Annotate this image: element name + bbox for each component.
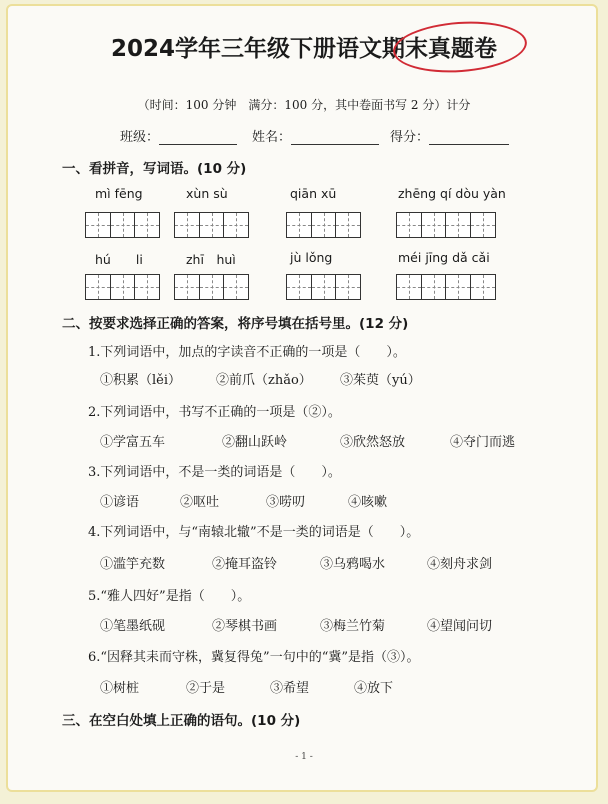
option[interactable]: ④望闻问切 (427, 619, 493, 634)
option[interactable]: ③梅兰竹菊 (320, 619, 386, 634)
exam-info: （时间：100 分钟 满分：100 分，其中卷面书写 2 分）计分 (137, 98, 471, 112)
writing-grid[interactable] (85, 212, 159, 238)
question-4: 4.下列词语中，与“南辕北辙”不是一类的词语是（ ）。 (88, 525, 420, 540)
score-blank (429, 130, 509, 145)
pinyin: zhēng qí dòu yàn (398, 186, 506, 201)
page-number: - 1 - (295, 752, 313, 762)
option[interactable]: ②琴棋书画 (212, 619, 278, 634)
name-label: 姓名： (252, 130, 292, 145)
class-label: 班级： (120, 130, 160, 145)
writing-grid[interactable] (396, 212, 495, 238)
class-blank (159, 130, 237, 145)
pinyin: jù lǒng (290, 250, 333, 265)
option[interactable]: ①谚语 (100, 495, 140, 510)
section-1-heading: 一、看拼音，写词语。(10 分) (62, 161, 247, 177)
option[interactable]: ③希望 (270, 681, 310, 696)
pinyin: hú li (95, 252, 143, 267)
question-6: 6.“因释其耒而守株，冀复得兔”一句中的“冀”是指（③）。 (88, 650, 420, 665)
option[interactable]: ④咳嗽 (348, 495, 388, 510)
writing-grid[interactable] (174, 274, 248, 300)
option[interactable]: ④夺门而逃 (450, 435, 516, 450)
pinyin: qiān xū (290, 186, 337, 201)
option[interactable]: ③欣然怒放 (340, 435, 406, 450)
question-2: 2.下列词语中，书写不正确的一项是（②）。 (88, 405, 341, 420)
option[interactable]: ④放下 (354, 681, 394, 696)
option[interactable]: ②于是 (186, 681, 226, 696)
name-field[interactable] (252, 126, 379, 145)
option[interactable]: ①笔墨纸砚 (100, 619, 166, 634)
pinyin: xùn sù (186, 186, 228, 201)
score-field[interactable] (390, 126, 509, 145)
option[interactable]: ②翻山跃岭 (222, 435, 288, 450)
name-blank (291, 130, 379, 145)
page-title: 2024学年三年级下册语文期末真题卷 (110, 36, 497, 62)
question-3: 3.下列词语中，不是一类的词语是（ ）。 (88, 465, 341, 480)
option[interactable]: ②前爪（zhǎo） (216, 373, 312, 388)
question-1: 1.下列词语中，加点的字读音不正确的一项是（ ）。 (88, 345, 406, 360)
pinyin: méi jīng dǎ cǎi (398, 250, 490, 265)
option[interactable]: ①积累（lěi） (100, 373, 182, 388)
class-field[interactable] (120, 126, 237, 145)
writing-grid[interactable] (396, 274, 495, 300)
writing-grid[interactable] (85, 274, 159, 300)
option[interactable]: ①滥竽充数 (100, 557, 166, 572)
section-2-heading: 二、按要求选择正确的答案，将序号填在括号里。(12 分) (62, 316, 409, 332)
option[interactable]: ③茱萸（yú） (340, 373, 421, 388)
pinyin: zhī huì (186, 252, 236, 267)
section-3-heading: 三、在空白处填上正确的语句。(10 分) (62, 713, 301, 729)
question-5: 5.“雅人四好”是指（ ）。 (88, 589, 251, 604)
writing-grid[interactable] (174, 212, 248, 238)
pinyin: mì fēng (95, 186, 143, 201)
writing-grid[interactable] (286, 274, 360, 300)
option[interactable]: ②掩耳盗铃 (212, 557, 278, 572)
exam-sheet (6, 4, 598, 792)
option[interactable]: ①树桩 (100, 681, 140, 696)
score-label: 得分： (390, 130, 430, 145)
option[interactable]: ③唠叨 (266, 495, 306, 510)
option[interactable]: ①学富五车 (100, 435, 166, 450)
writing-grid[interactable] (286, 212, 360, 238)
option[interactable]: ③乌鸦喝水 (320, 557, 386, 572)
option[interactable]: ④刻舟求剑 (427, 557, 493, 572)
option[interactable]: ②呕吐 (180, 495, 220, 510)
